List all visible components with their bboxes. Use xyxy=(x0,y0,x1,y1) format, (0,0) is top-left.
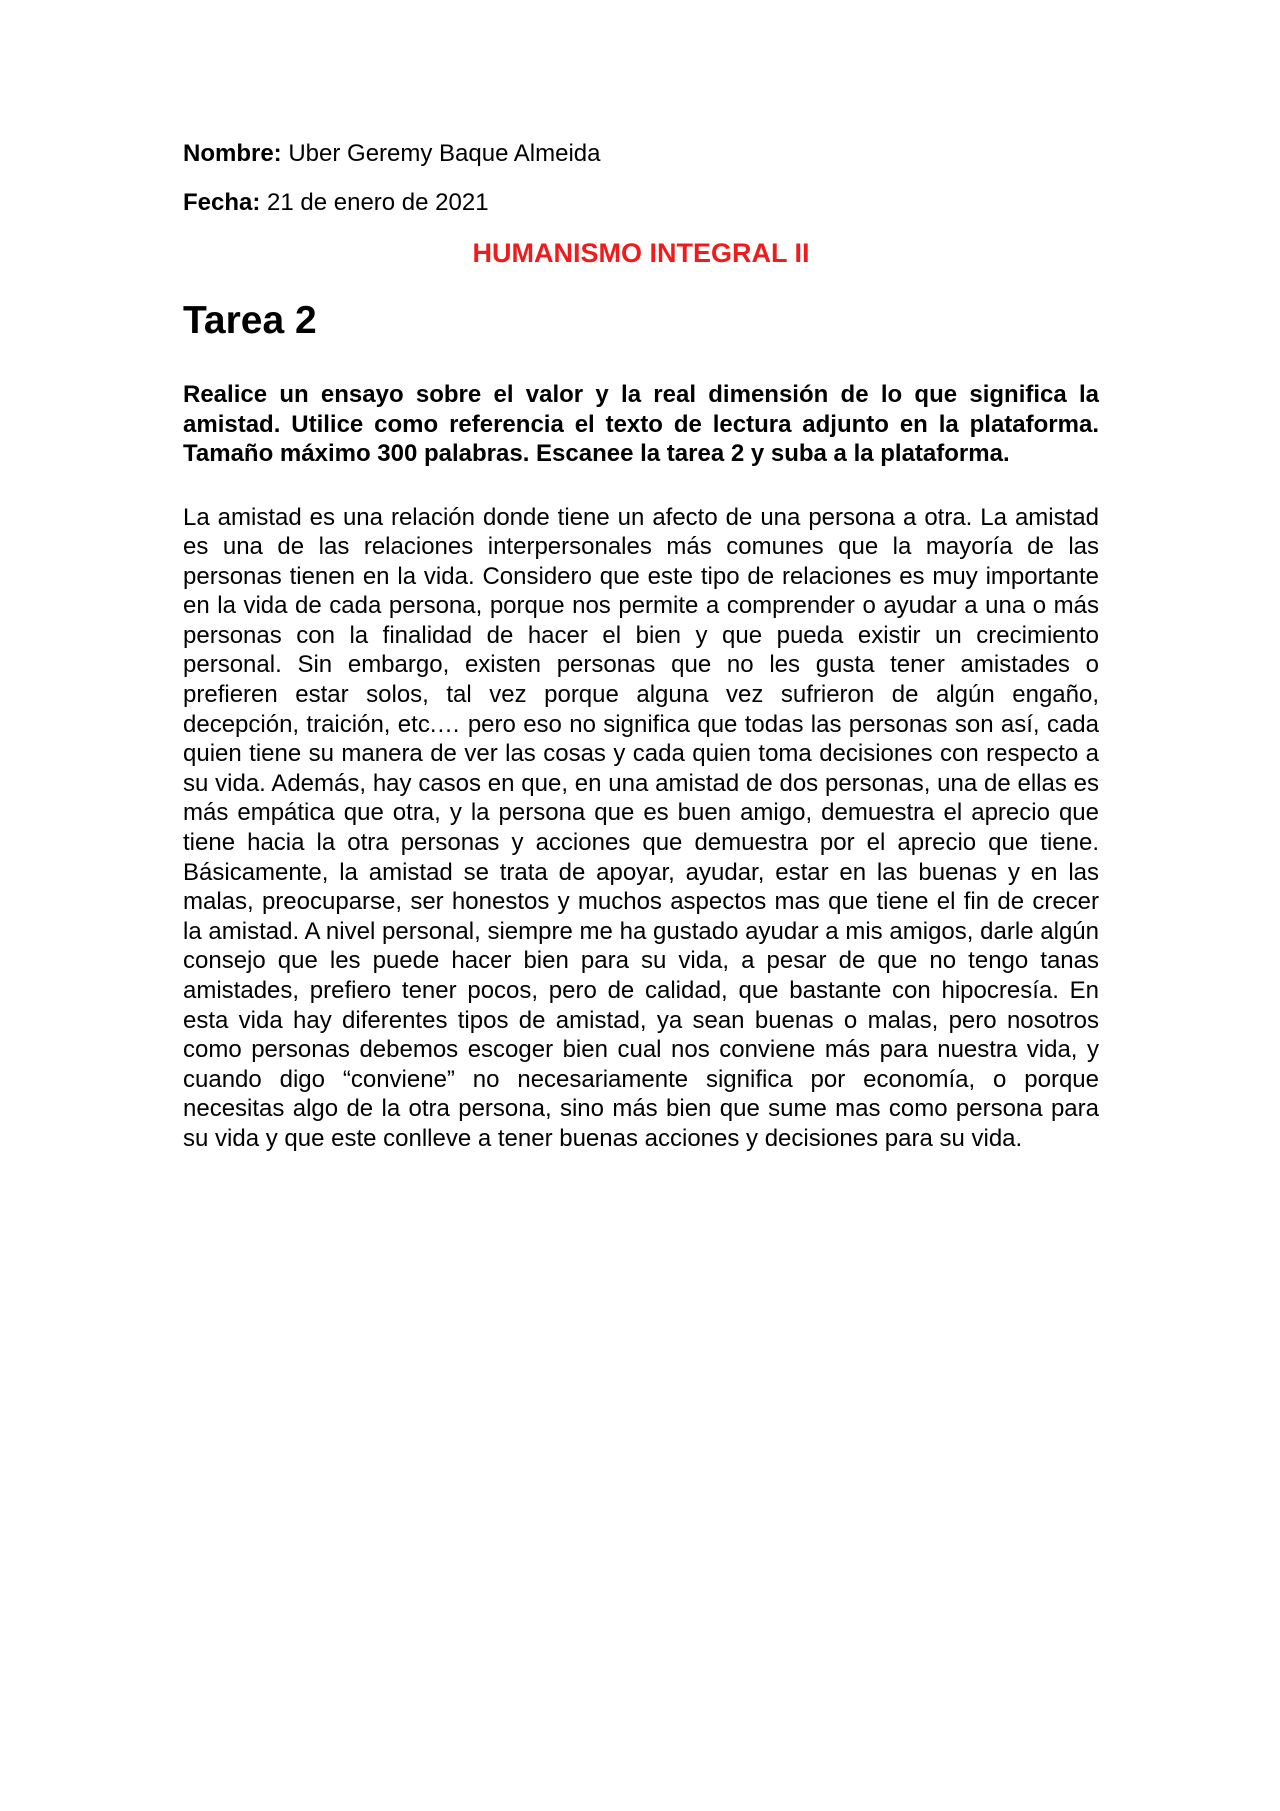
name-value: Uber Geremy Baque Almeida xyxy=(281,140,601,167)
date-label: Fecha: xyxy=(183,189,261,216)
essay-body: La amistad es una relación donde tiene un afecto de una persona a otra. La amistad es una de las relaciones interpersonales más comunes que la mayoría de las personas tienen en la vida. Considero que este tipo de relaciones es muy importante en la vida de cada persona, porque nos permite a comprender o ayudar a una o más personas con la finalidad de hacer el bien y que pueda existir un crecimiento personal. Sin embargo, existen personas que no les gusta tener amistades o prefieren estar solos, tal vez porque alguna vez sufrieron de algún engaño, decepción, traición, etc.… pero eso no significa que todas las personas son así, cada quien tiene su manera de ver las cosas y cada quien toma decisiones con respecto a su vida. Además, hay casos en que, en una amistad de dos personas, una de ellas es más empática que otra, y la persona que es buen amigo, demuestra el aprecio que tiene hacia la otra personas y acciones que demuestra por el aprecio que tiene. Básicamente, la amistad se trata de apoyar, ayudar, estar en las buenas y en las malas, preocuparse, ser honestos y muchos aspectos mas que tiene el fin de crecer la amistad. A nivel personal, siempre me ha gustado ayudar a mis amigos, darle algún consejo que les puede hacer bien para su vida, a pesar de que no tengo tanas amistades, prefiero tener pocos, pero de calidad, que bastante con hipocresía. En esta vida hay diferentes tipos de amistad, ya sean buenas o malas, pero nosotros como personas debemos escoger bien cual nos conviene más para nuestra vida, y cuando digo “conviene” no necesariamente significa por economía, o porque necesitas algo de la otra persona, sino más bien que sume mas como persona para su vida y que este conlleve a tener buenas acciones y decisiones para su vida. xyxy=(183,503,1099,1152)
task-instructions: Realice un ensayo sobre el valor y la real dimensión de lo que significa la amistad. Utilice como referencia el texto de lectura adjunto en la plataforma. Tamaño máximo 300 palabras. Escanee la tarea 2 y suba a la plataforma. xyxy=(183,381,1099,467)
task-title: Tarea 2 xyxy=(183,299,317,342)
student-name-line xyxy=(183,139,1099,169)
date-value: 21 de enero de 2021 xyxy=(260,189,489,216)
date-line xyxy=(183,188,1099,218)
document-content xyxy=(183,139,1099,1154)
name-label: Nombre: xyxy=(183,140,282,167)
course-title: HUMANISMO INTEGRAL II xyxy=(472,238,810,268)
